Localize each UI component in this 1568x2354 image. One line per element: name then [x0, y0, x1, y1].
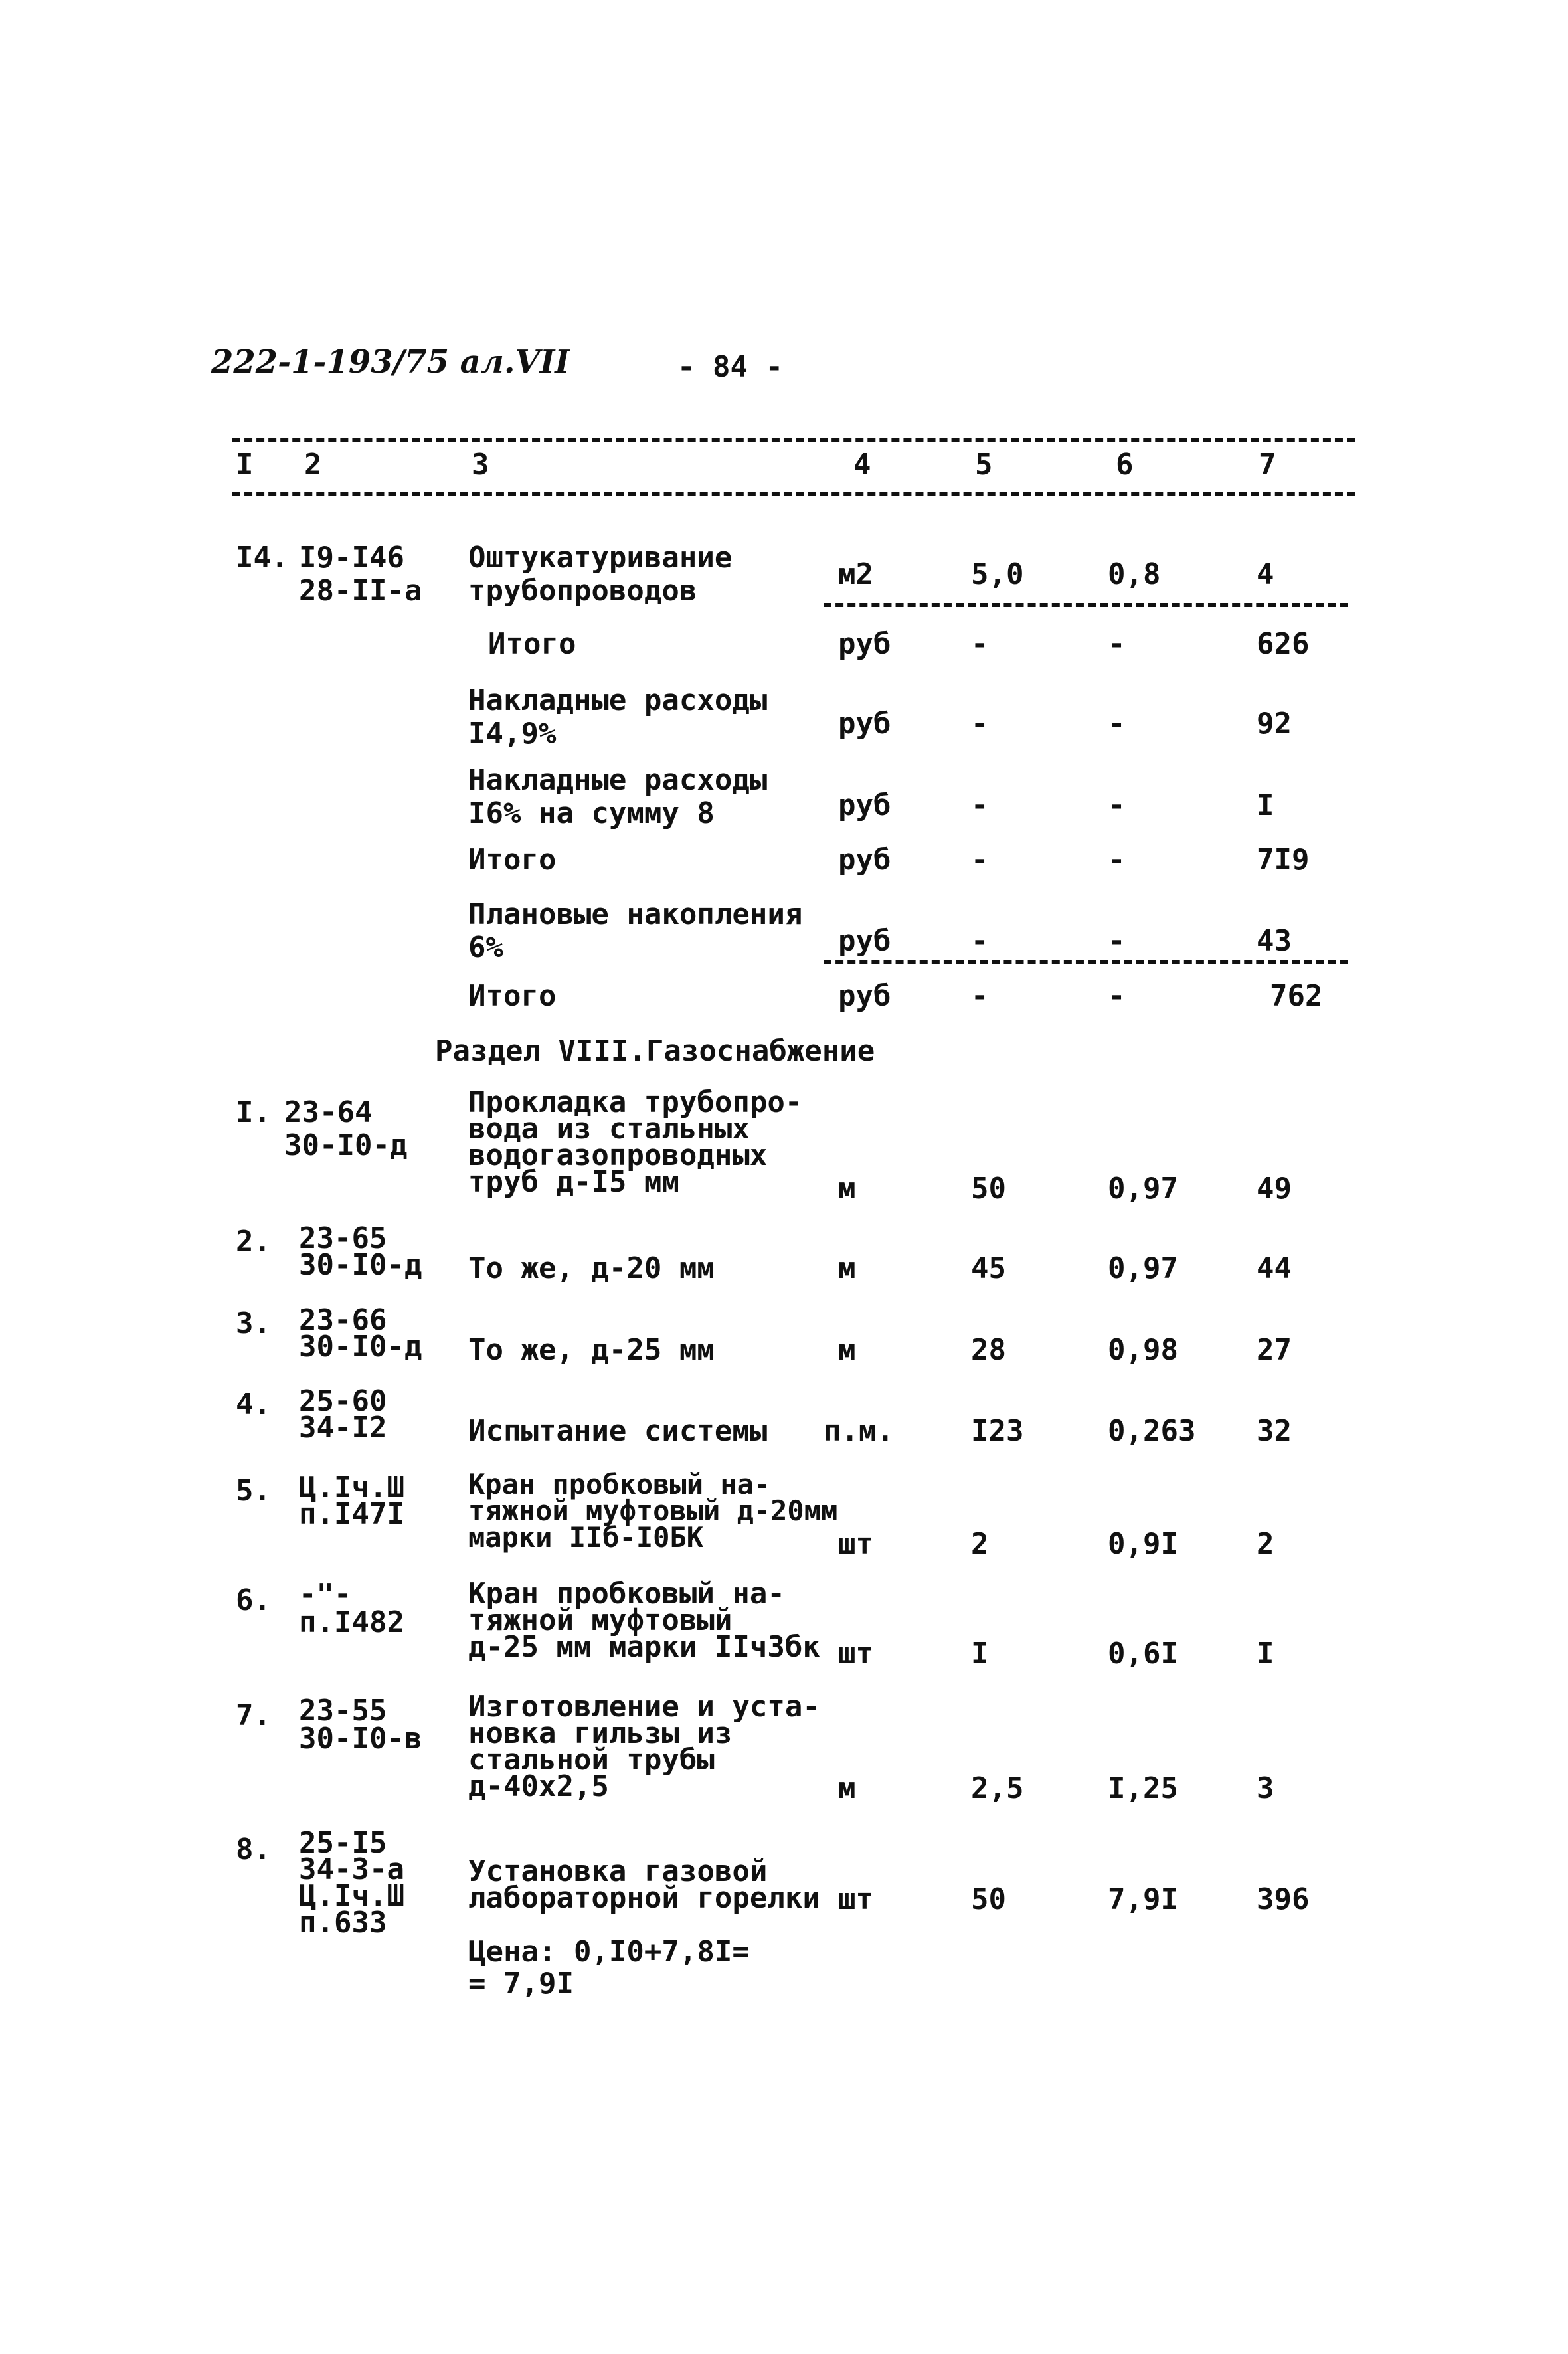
- subtotal-price: -: [1108, 627, 1126, 661]
- item-total: I: [1257, 1637, 1274, 1671]
- item-number: 5.: [236, 1474, 271, 1508]
- subtotal-qty: -: [971, 843, 989, 877]
- item-name: Прокладка трубопро- вода из стальных водогазопроводных труб д-I5 мм: [468, 1085, 803, 1199]
- item-number: 2.: [236, 1225, 271, 1259]
- subtotal-total: 626: [1257, 627, 1310, 661]
- item-total: 2: [1257, 1527, 1274, 1561]
- item-name: Установка газовой лабораторной горелки: [468, 1855, 820, 1915]
- overhead-label: Накладные расходы I4,9%: [468, 683, 768, 751]
- overhead-price: -: [1108, 788, 1126, 822]
- savings-total: 43: [1257, 924, 1292, 958]
- item-unit: п.м.: [824, 1414, 894, 1448]
- savings-price: -: [1108, 924, 1126, 958]
- total-price: -: [1108, 979, 1126, 1013]
- item-code: 23-65 30-I0-д: [299, 1222, 422, 1282]
- row-qty: 5,0: [971, 557, 1024, 591]
- subtotal-label: Итого: [468, 843, 557, 877]
- subtotal-label: Итого: [488, 627, 576, 661]
- row-price: 0,8: [1108, 557, 1161, 591]
- header-rule-top: [232, 438, 1355, 442]
- col-header-7: 7: [1259, 448, 1276, 482]
- item-number: 4.: [236, 1388, 271, 1421]
- page-number: - 84 -: [677, 350, 783, 384]
- item-number: 3.: [236, 1307, 271, 1340]
- overhead-label: Накладные расходы I6% на сумму 8: [468, 763, 768, 830]
- item-total: 32: [1257, 1414, 1292, 1448]
- item-name: Кран пробковый на- тяжной муфтовый д-20мм марки IIб-I0БК: [468, 1468, 838, 1554]
- item-qty: I23: [971, 1414, 1024, 1448]
- item-qty: 45: [971, 1251, 1006, 1285]
- item-total: 44: [1257, 1251, 1292, 1285]
- item-unit: м: [838, 1251, 856, 1285]
- item-name: То же, д-25 мм: [468, 1333, 715, 1367]
- item-price: 0,6I: [1108, 1637, 1178, 1671]
- item-code: Ц.Iч.Ш п.I47I: [299, 1471, 404, 1531]
- item-total: 396: [1257, 1882, 1310, 1916]
- total-unit: руб: [838, 979, 891, 1013]
- item-unit: м: [838, 1333, 856, 1367]
- price-note: Цена: 0,I0+7,8I= = 7,9I: [468, 1935, 750, 2001]
- subtotal-unit: руб: [838, 843, 891, 877]
- item-price: 0,98: [1108, 1333, 1178, 1367]
- overhead-total: 92: [1257, 707, 1292, 741]
- item-number: 7.: [236, 1698, 271, 1732]
- item-total: 49: [1257, 1172, 1292, 1206]
- item-price: 0,97: [1108, 1172, 1178, 1206]
- total-qty: -: [971, 979, 989, 1013]
- row-total: 4: [1257, 557, 1274, 591]
- item-total: 27: [1257, 1333, 1292, 1367]
- col-header-5: 5: [975, 448, 993, 482]
- item-name: То же, д-20 мм: [468, 1251, 715, 1285]
- subtotal-total: 7I9: [1257, 843, 1310, 877]
- col-header-2: 2: [304, 448, 322, 482]
- row-unit: м2: [838, 557, 873, 591]
- item-code: 23-66 30-I0-д: [299, 1303, 422, 1364]
- subtotal-qty: -: [971, 627, 989, 661]
- item-unit: шт: [838, 1527, 873, 1561]
- overhead-price: -: [1108, 707, 1126, 741]
- savings-unit: руб: [838, 924, 891, 958]
- subtotal-rule: [824, 603, 1348, 607]
- total-total: 762: [1270, 979, 1323, 1013]
- row-code: I9-I46 28-II-a: [299, 541, 422, 608]
- item-qty: 2: [971, 1527, 989, 1561]
- item-number: 6.: [236, 1584, 271, 1617]
- subtotal-unit: руб: [838, 627, 891, 661]
- item-qty: 50: [971, 1172, 1006, 1206]
- item-qty: 2,5: [971, 1771, 1024, 1805]
- col-header-6: 6: [1116, 448, 1134, 482]
- item-price: I,25: [1108, 1771, 1178, 1805]
- savings-label: Плановые накопления 6%: [468, 897, 803, 964]
- row-number: I4.: [236, 541, 289, 575]
- item-price: 0,263: [1108, 1414, 1196, 1448]
- item-price: 0,9I: [1108, 1527, 1178, 1561]
- overhead-qty: -: [971, 788, 989, 822]
- item-code: 23-64 30-I0-д: [284, 1095, 408, 1162]
- item-code: 25-60 34-I2: [299, 1384, 387, 1445]
- col-header-3: 3: [472, 448, 489, 482]
- document-code: 222-1-193/75 ал.VII: [211, 343, 570, 381]
- overhead-qty: -: [971, 707, 989, 741]
- item-code: 25-I5 34-3-а Ц.Iч.Ш п.633: [299, 1826, 404, 1940]
- overhead-total: I: [1257, 788, 1274, 822]
- row-name: Оштукатуривание трубопроводов: [468, 541, 733, 608]
- header-rule-bottom: [232, 492, 1355, 496]
- item-unit: м: [838, 1172, 856, 1206]
- item-code: -"- п.I482: [299, 1578, 404, 1639]
- overhead-unit: руб: [838, 788, 891, 822]
- item-price: 0,97: [1108, 1251, 1178, 1285]
- savings-qty: -: [971, 924, 989, 958]
- item-unit: шт: [838, 1882, 873, 1916]
- item-unit: шт: [838, 1637, 873, 1671]
- item-name: Испытание системы: [468, 1414, 768, 1448]
- item-name: Кран пробковый на- тяжной муфтовый д-25 мм марки IIч3бк: [468, 1577, 820, 1664]
- item-qty: I: [971, 1637, 989, 1671]
- item-unit: м: [838, 1771, 856, 1805]
- item-code: 23-55 30-I0-в: [299, 1694, 422, 1756]
- subtotal-price: -: [1108, 843, 1126, 877]
- item-qty: 50: [971, 1882, 1006, 1916]
- overhead-unit: руб: [838, 707, 891, 741]
- item-number: I.: [236, 1095, 271, 1129]
- item-total: 3: [1257, 1771, 1274, 1805]
- total-label: Итого: [468, 979, 557, 1013]
- section-title: Раздел VIII.Газоснабжение: [435, 1034, 875, 1068]
- item-qty: 28: [971, 1333, 1006, 1367]
- item-name: Изготовление и уста- новка гильзы из стальной трубы д-40х2,5: [468, 1690, 820, 1803]
- col-header-4: 4: [853, 448, 871, 482]
- savings-rule: [824, 960, 1348, 964]
- item-price: 7,9I: [1108, 1882, 1178, 1916]
- col-header-1: I: [236, 448, 254, 482]
- item-number: 8.: [236, 1833, 271, 1866]
